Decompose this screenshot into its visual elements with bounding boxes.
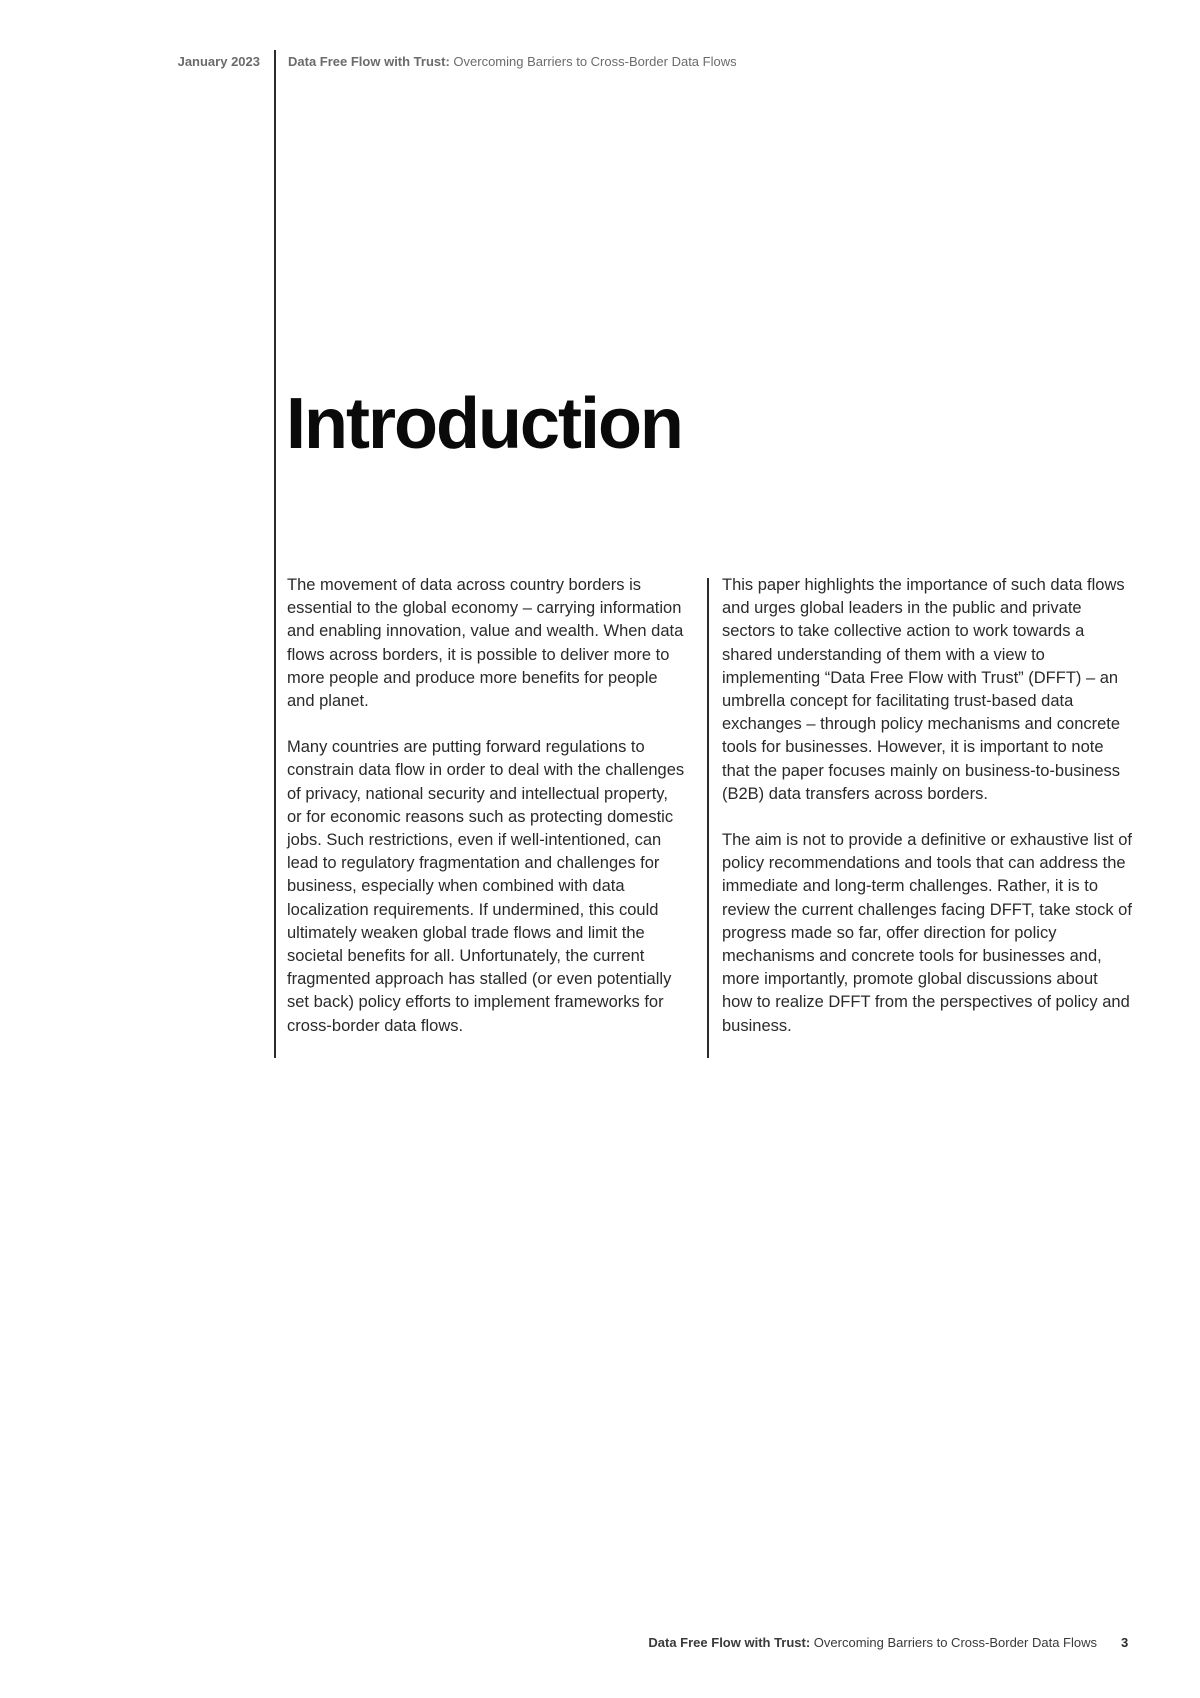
footer-running-title [648, 1635, 1097, 1650]
column-rule [707, 578, 709, 1058]
header-date: January 2023 [177, 54, 260, 69]
margin-rule [274, 50, 276, 1058]
header-title-rest: Overcoming Barriers to Cross-Border Data Flows [449, 54, 737, 69]
header-title-bold: Data Free Flow with Trust: [288, 54, 450, 69]
paragraph: The movement of data across country borders is essential to the global economy – carrying information and enabling innovation, value and wealth. When data flows across borders, it is possible to deliver more to more people and produce more benefits for people and planet. [287, 576, 684, 711]
footer-title-rest: Overcoming Barriers to Cross-Border Data Flows [810, 1635, 1097, 1650]
paragraph: This paper highlights the importance of such data flows and urges global leaders in the public and private sectors to take collective action to work towards a shared understanding of them with a view to implementing “Data Free Flow with Trust” (DFFT) – an umbrella concept for facilitating trust-based data exchanges – through policy mechanisms and concrete tools for businesses. However, it is important to note that the paper focuses mainly on business-to-business (B2B) data transfers across borders. [722, 576, 1125, 803]
paragraph: The aim is not to provide a definitive or exhaustive list of policy recommendations and tools that can address the immediate and long-term challenges. Rather, it is to review the current challenges facing DFFT, take stock of progress made so far, offer direction for policy mechanisms and concrete tools for businesses and, more importantly, promote global discussions about how to realize DFFT from the perspectives of policy and business. [722, 831, 1132, 1035]
page-number: 3 [1121, 1635, 1129, 1650]
header-running-title [288, 54, 737, 69]
footer-title-bold: Data Free Flow with Trust: [648, 1635, 811, 1650]
paragraph: Many countries are putting forward regulations to constrain data flow in order to deal with the challenges of privacy, national security and intellectual property, or for economic reasons such as protecting domestic jobs. Such restrictions, even if well-intentioned, can lead to regulatory fragmentation and challenges for business, especially when combined with data localization requirements. If undermined, this could ultimately weaken global trade flows and limit the societal benefits for all. Unfortunately, the current fragmented approach has stalled (or even potentially set back) policy efforts to implement frameworks for cross-border data flows. [287, 738, 685, 1035]
right-column [722, 574, 1132, 1061]
left-column [287, 574, 687, 1061]
section-heading: Introduction [286, 384, 682, 464]
